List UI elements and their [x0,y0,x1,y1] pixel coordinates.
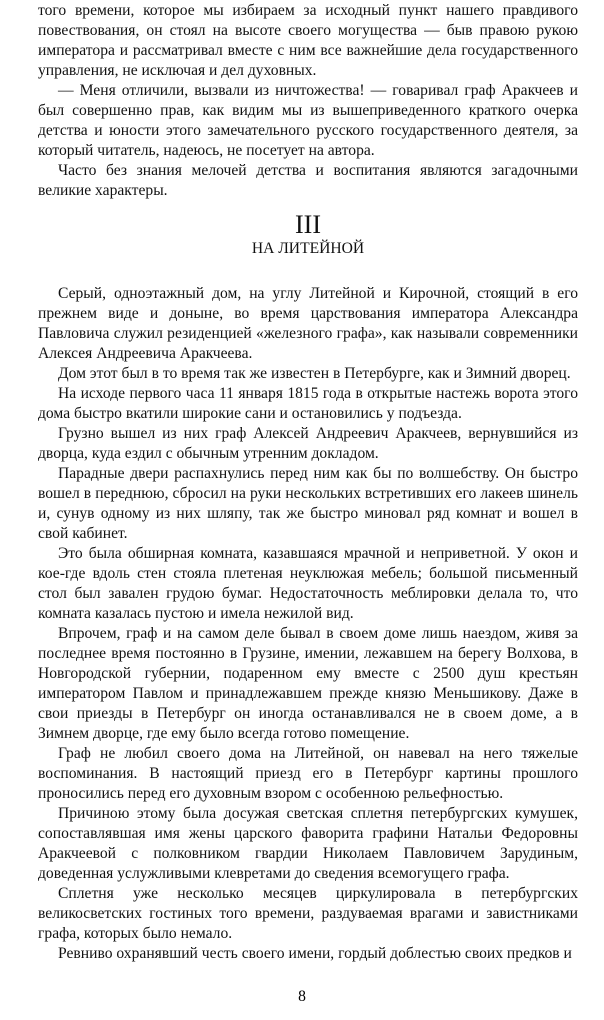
chapter-number: III [295,210,321,239]
paragraph: Граф не любил своего дома на Литейной, он навевал на него тяжелые воспоминания. В настоящий приезд его в Петербург картины прошлого проносились перед его духовным взором с особенною рельефностью. [38,745,578,802]
paragraph: Серый, одноэтажный дом, на углу Литейной и Кирочной, стоящий в его прежнем виде и доныне, во время царствования императора Александра Павловича служил резиденцией «железного графа», как называли современники Алексея Андреевича Аракчеева. [38,285,578,362]
paragraph: Грузно вышел из них граф Алексей Андреевич Аракчеев, вернувшийся из дворца, куда ездил с обычным утренним докладом. [38,425,578,462]
paragraph: Ревниво охранявший честь своего имени, гордый доблестью своих предков и [58,945,572,962]
paragraph: — Меня отличили, вызвали из ничтожества! — говаривал граф Аракчеев и был совершенно прав, как видим мы из вышеприведенного краткого очерка детства и юности этого замечательного русского государственного деятеля, за который читатель, надеюсь, не посетует на автора. [38,82,578,159]
paragraph: Это была обширная комната, казавшаяся мрачной и неприветной. У окон и кое-где вдоль стен стояла плетеная неуклюжая мебель; большой письменный стол был завален грудою бумаг. Недостаточность меблировки делала то, что комната казалась пустою и имела нежилой вид. [38,545,578,622]
chapter-heading [38,211,578,259]
chapter-title: НА ЛИТЕЙНОЙ [251,240,365,257]
section-spacer [38,259,578,284]
paragraph: Впрочем, граф и на самом деле бывал в своем доме лишь наездом, живя за последнее время постоянно в Грузине, имении, лежавшем на берегу Волхова, в Новгородской губернии, подаренном ему вместе с 2500 душ крестьян императором Павлом и принадлежавшем прежде князю Меньшикову. Даже в свои приезды в Петербург он иногда останавливался не в своем доме, а в Зимнем дворце, где ему было всегда готово помещение. [38,625,578,742]
paragraph: Сплетня уже несколько месяцев циркулировала в петербургских великосветских гостиных того времени, раздуваемая врагами и завистниками графа, которых было немало. [38,885,578,942]
paragraph: Часто без знания мелочей детства и воспитания являются загадочными великие характеры. [38,162,578,199]
text-block-after-chapter [38,284,578,964]
page-number: 8 [298,988,306,1005]
text-block-before-chapter [38,1,578,201]
paragraph: На исходе первого часа 11 января 1815 года в открытые настежь ворота этого дома быстро вкатили широкие сани и остановились у подъезда. [38,385,578,422]
paragraph: Дом этот был в то время так же известен в Петербурге, как и Зимний дворец. [58,365,571,382]
paragraph: Причиною этому была досужая светская сплетня петербургских кумушек, сопоставлявшая имя жены царского фаворита графини Натальи Федоровны Аракчеевой с полковником гвардии Николаем Павловичем Зарудиным, доведенная услужливыми клевретами до сведения всемогущего графа. [38,805,578,882]
paragraph: того времени, которое мы избираем за исходный пункт нашего правдивого повествования, он стоял на высоте своего могущества — быв правою рукою императора и рассматривал вместе с ним все важнейшие дела государственного управления, не исключая и дел духовных. [38,2,578,79]
paragraph: Парадные двери распахнулись перед ним как бы по волшебству. Он быстро вошел в переднюю, сбросил на руки нескольких встретивших его лакеев шинель и, сунув одному из них шляпу, так же быстро миновал ряд комнат и вошел в свой кабинет. [38,465,578,542]
